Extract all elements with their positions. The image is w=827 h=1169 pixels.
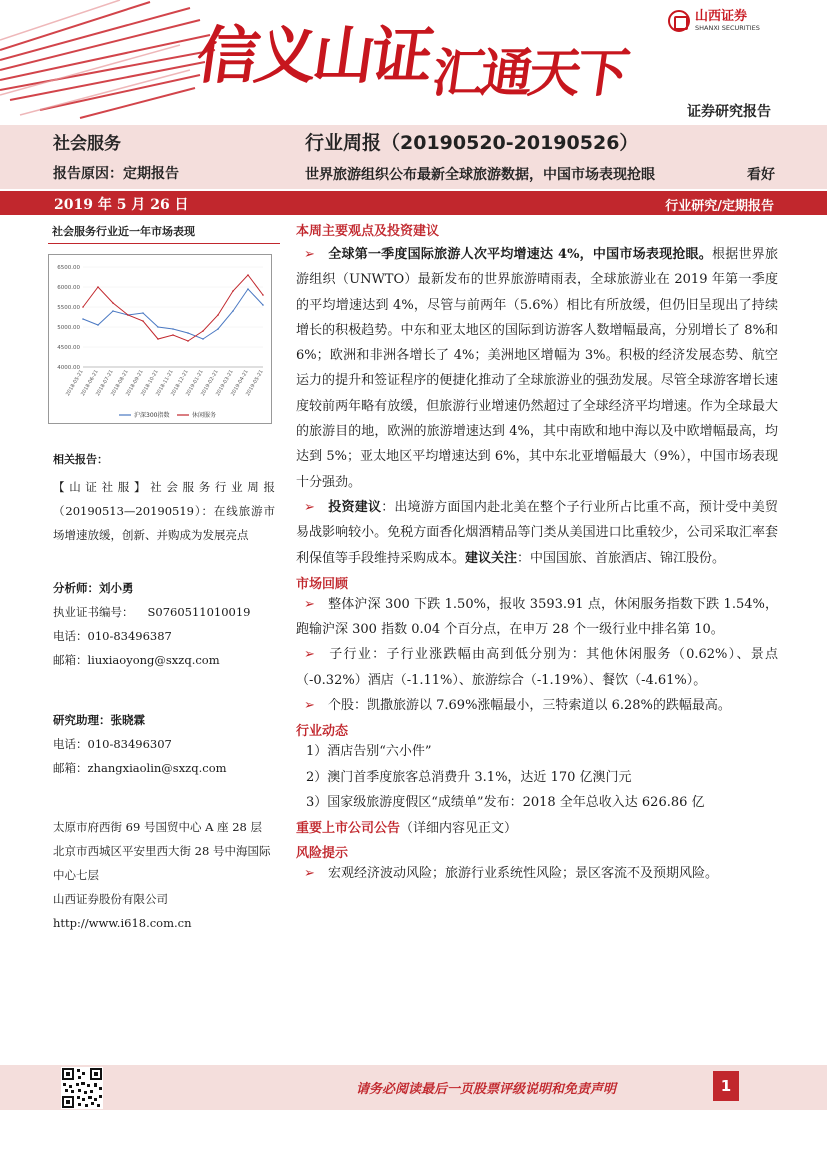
data-point: [262, 304, 264, 306]
data-point: [142, 320, 144, 322]
series-line-1: [83, 289, 263, 339]
market-stocks: 个股：凯撒旅游以 7.69%涨幅最小，三特索道以 6.28%的跌幅最高。: [328, 698, 731, 714]
rating-badge: 看好: [747, 167, 775, 183]
market-overall: 整体沪深 300 下跌 1.50%，报收 3593.91 点，休闲服务指数下跌 1.54%，跑输沪深 300 指数 0.04 个百分点，在申万 28 个一级行业中排名第 10。: [296, 596, 778, 638]
cert-number: S0760511010019: [147, 605, 251, 619]
data-point: [187, 340, 189, 342]
p2-highlight-2: 建议关注: [465, 550, 518, 566]
market-item: [296, 693, 778, 718]
chart-svg: [49, 255, 273, 425]
x-tick-label: 2019-05-21: [245, 369, 265, 398]
data-point: [82, 306, 84, 308]
slogan-part1: 信义山证: [192, 19, 435, 92]
x-tick-label: 2018-07-21: [95, 369, 115, 398]
main-content: [296, 220, 778, 887]
data-point: [157, 326, 159, 328]
news-item: 3）国家级旅游度假区“成绩单”发布：2018 全年总收入达 626.86 亿: [306, 794, 705, 810]
related-reports-label: 相关报告：: [53, 453, 108, 466]
sector-name: 社会服务: [53, 134, 121, 154]
y-tick-label: 5500.00: [57, 305, 80, 311]
p1-body: 根据世界旅游组织（UNWTO）最新发布的世界旅游晴雨表，全球旅游业在 2019 年第一季度的平均增速达到 4%，尽管与前两年（5.6%）相比有所放缓，但仍旧呈现出了持续增长的积极趋势。中东和亚太地区的国际到访游客人数增幅最高，分别增长了 8%和 6%；欧洲和非洲各增长了 4%；美洲地区增幅为 3%。积极的经济发展态势、航空运力的提升和签证程序的便捷化推动了全球旅游业的强劲发展。尽管全球游客增长速度较前两年略有放缓，但旅游行业增速仍然超过了全球经济平均增速。作为全球最大的旅游目的地，欧洲的旅游增速达到 4%，其中南欧和地中海以及中欧增幅最高，均达到 5%；亚太地区平均增速达到 6%，其中东北亚增幅最大（9%），中国市场表现十分强劲。: [296, 247, 778, 490]
section-heading-news: 行业动态: [296, 724, 349, 740]
date-bar: [0, 191, 827, 215]
legend-label: 沪深300指数: [134, 412, 170, 419]
series-line-2: [83, 275, 263, 341]
related-report-link[interactable]: 【山证社服】社会服务行业周报（20190513—20190519）：在线旅游市场增速放缓，创新、并购成为发展亮点: [53, 480, 275, 542]
data-point: [217, 314, 219, 316]
p2-body: ：出境游方面国内赴北美在整个子行业所占比重不高，预计受中美贸易战影响较小。免税方面香化烟酒精品等门类从美国进口比重较少，公司采取汇率套利保值等手段维持采购成本。: [296, 499, 778, 566]
p1-highlight: 全球第一季度国际旅游人次平均增速达 4%，中国市场表现抢眼。: [328, 247, 713, 262]
news-item: 2）澳门首季度旅客总消费升 3.1%，达近 170 亿澳门元: [306, 769, 632, 785]
data-point: [142, 312, 144, 314]
data-point: [232, 290, 234, 292]
data-point: [112, 310, 114, 312]
market-item: [296, 642, 778, 693]
assistant-phone: 010-83496307: [87, 737, 172, 751]
assistant-name: 张晓霖: [110, 713, 145, 727]
address-beijing: 北京市西城区平安里西大街 28 号中海国际中心七层: [53, 844, 271, 882]
data-point: [247, 288, 249, 290]
report-category: 行业研究/定期报告: [665, 199, 774, 214]
bullet-arrow-icon: ➢: [304, 499, 315, 515]
section-heading-market: 市场回顾: [296, 576, 349, 592]
analyst-label: 分析师：: [53, 581, 99, 595]
data-point: [202, 338, 204, 340]
analyst-name: 刘小勇: [99, 581, 134, 595]
market-chart: [48, 254, 272, 424]
x-tick-label: 2019-04-21: [230, 369, 250, 398]
y-tick-label: 6500.00: [57, 265, 80, 271]
qr-code-icon[interactable]: [61, 1067, 103, 1109]
header-banner: [0, 0, 827, 128]
announcements-note: （详细内容见正文）: [400, 821, 518, 837]
analyst-info: [53, 576, 251, 672]
logo-en: SHANXI SECURITIES: [695, 24, 760, 32]
y-tick-label: 4000.00: [57, 365, 80, 371]
announcements-heading: [296, 817, 778, 836]
x-tick-label: 2018-12-21: [170, 369, 190, 398]
page-number: 1: [713, 1071, 739, 1101]
company-address: [53, 815, 275, 935]
y-tick-label: 6000.00: [57, 285, 80, 291]
data-point: [127, 314, 129, 316]
disclaimer-link[interactable]: 请务必阅读最后一页股票评级说明和免责声明: [356, 1082, 617, 1097]
slogan: [192, 6, 635, 104]
section-heading-risk: 风险提示: [296, 846, 349, 862]
data-point: [172, 328, 174, 330]
data-point: [112, 302, 114, 304]
risk-item: [296, 861, 778, 886]
x-tick-label: 2018-06-21: [80, 369, 100, 398]
news-item: 1）酒店告别“六小件”: [306, 744, 432, 760]
chart-caption: 社会服务行业近一年市场表现: [48, 219, 280, 244]
report-date: 2019 年 5 月 26 日: [54, 197, 189, 213]
report-type: 证券研究报告: [687, 104, 771, 120]
x-tick-label: 2018-05-21: [65, 369, 85, 398]
report-subtitle: 世界旅游组织公布最新全球旅游数据，中国市场表现抢眼: [305, 167, 655, 183]
risk-text: 宏观经济波动风险；旅游行业系统性风险；景区客流不及预期风险。: [328, 866, 719, 882]
bullet-arrow-icon: ➢: [304, 866, 315, 882]
assistant-label: 研究助理：: [53, 713, 111, 727]
data-point: [217, 328, 219, 330]
section-heading-announcements: 重要上市公司公告: [296, 821, 401, 837]
left-sidebar: [48, 219, 280, 424]
x-tick-label: 2019-03-21: [215, 369, 235, 398]
cert-label: 执业证书编号：: [53, 605, 134, 619]
x-tick-label: 2019-01-21: [185, 369, 205, 398]
data-point: [262, 294, 264, 296]
data-point: [172, 334, 174, 336]
phone-label: 电话：: [53, 737, 88, 751]
title-band: [0, 125, 827, 189]
company-website[interactable]: http://www.i618.com.cn: [53, 916, 192, 930]
x-tick-label: 2018-08-21: [110, 369, 130, 398]
data-point: [82, 318, 84, 320]
analyst-phone: 010-83496387: [87, 629, 172, 643]
x-tick-label: 2018-11-21: [155, 369, 175, 398]
data-point: [187, 332, 189, 334]
paragraph-global-tourism: [296, 242, 778, 495]
x-tick-label: 2018-10-21: [140, 369, 160, 398]
email-label: 邮箱：: [53, 761, 88, 775]
bullet-arrow-icon: ➢: [304, 247, 315, 262]
bullet-arrow-icon: ➢: [304, 647, 315, 663]
x-tick-label: 2019-02-21: [200, 369, 220, 398]
logo-name: 山西证券: [695, 9, 748, 24]
company-logo: [668, 10, 760, 32]
assistant-info: [53, 708, 227, 780]
p2-highlight: 投资建议: [328, 499, 382, 515]
y-tick-label: 4500.00: [57, 345, 80, 351]
legend-label: 休闲服务: [192, 412, 217, 419]
bullet-arrow-icon: ➢: [304, 698, 315, 714]
bullet-arrow-icon: ➢: [304, 596, 315, 612]
p2-body-2: ：中国国旅、首旅酒店、锦江股份。: [517, 550, 726, 566]
slogan-part2: 汇通天下: [428, 44, 629, 104]
page-title: 行业周报（20190520-20190526）: [305, 132, 639, 154]
email-label: 邮箱：: [53, 653, 88, 667]
market-item: [296, 592, 778, 643]
report-reason: 报告原因：定期报告: [53, 166, 179, 182]
phone-label: 电话：: [53, 629, 88, 643]
paragraph-investment: [296, 495, 778, 571]
y-tick-label: 5000.00: [57, 325, 80, 331]
data-point: [97, 324, 99, 326]
data-point: [232, 310, 234, 312]
section-heading-views: 本周主要观点及投资建议: [296, 224, 440, 239]
analyst-email[interactable]: liuxiaoyong@sxzq.com: [87, 653, 220, 667]
data-point: [202, 330, 204, 332]
assistant-email[interactable]: zhangxiaolin@sxzq.com: [87, 761, 227, 775]
x-tick-label: 2018-09-21: [125, 369, 145, 398]
data-point: [247, 274, 249, 276]
data-point: [97, 286, 99, 288]
market-subsector: 子行业：子行业涨跌幅由高到低分别为：其他休闲服务（0.62%）、景点（-0.32%）酒店（-1.11%）、旅游综合（-1.19%）、餐饮（-4.61%）。: [296, 647, 778, 688]
data-point: [157, 338, 159, 340]
company-name: 山西证券股份有限公司: [53, 892, 168, 906]
address-taiyuan: 太原市府西街 69 号国贸中心 A 座 28 层: [53, 820, 263, 834]
logo-icon: [668, 10, 690, 32]
